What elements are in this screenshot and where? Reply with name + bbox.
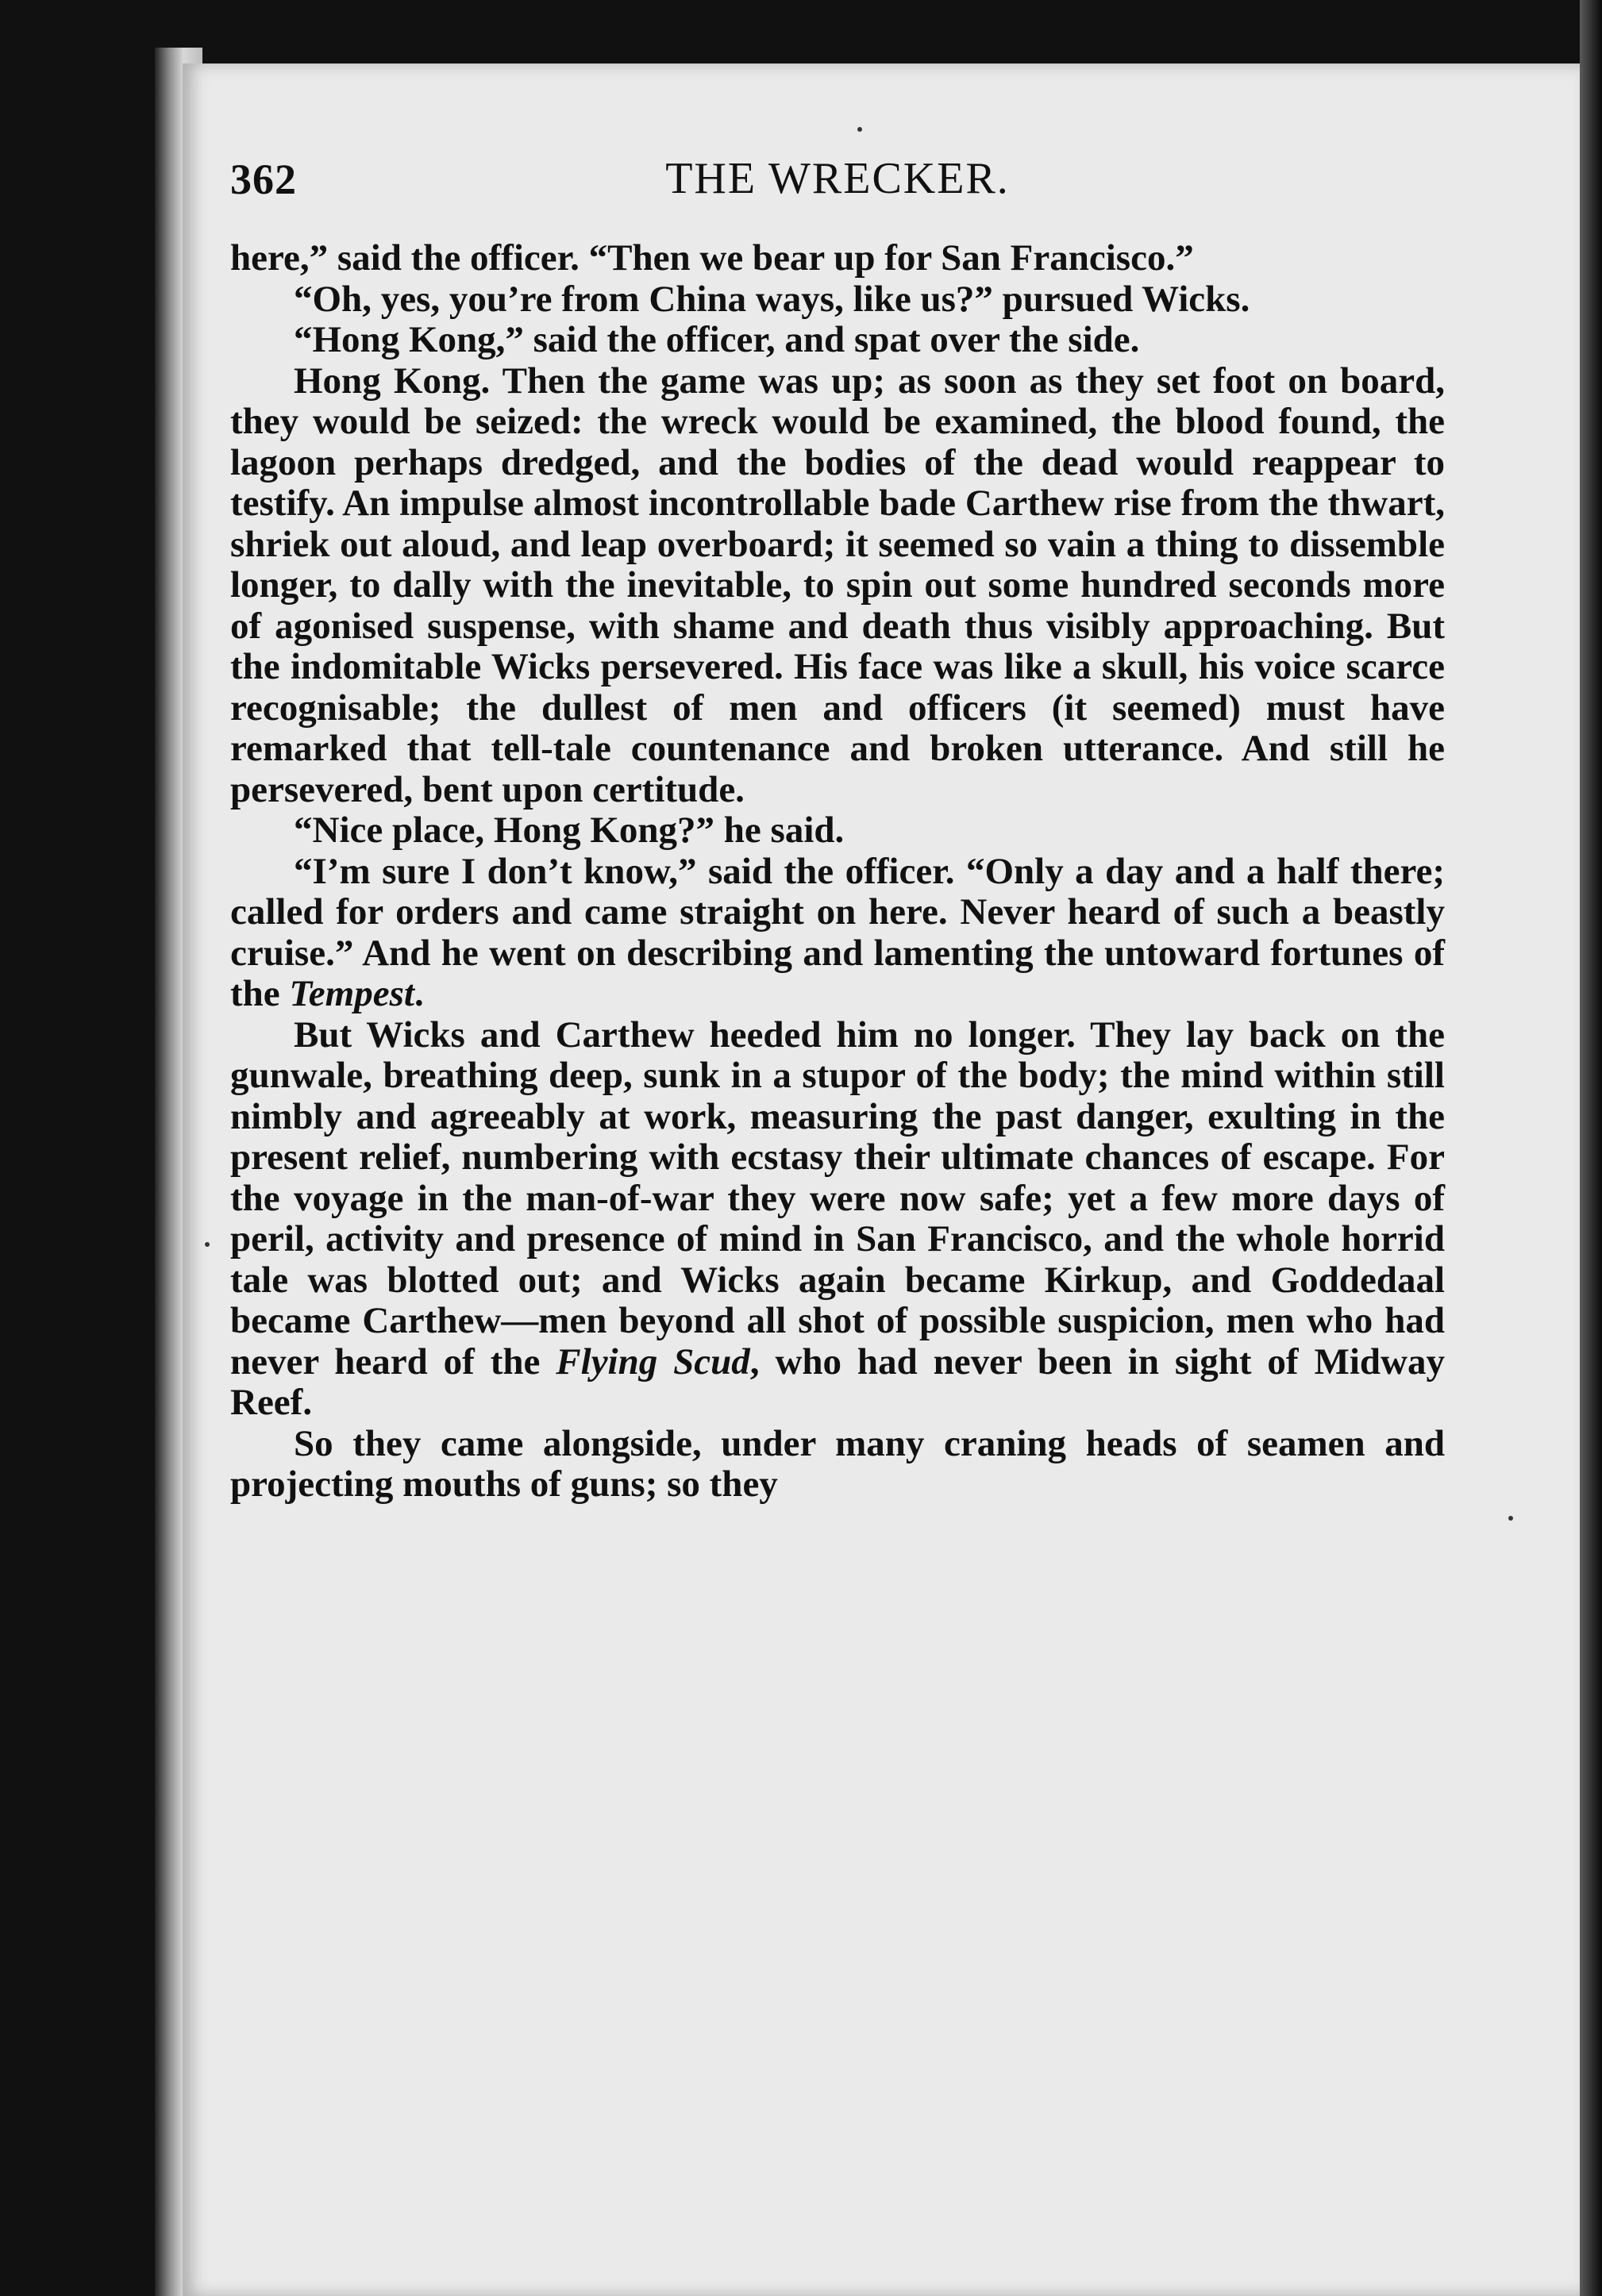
- speck: [205, 1242, 210, 1247]
- paragraph-text: .: [414, 973, 424, 1014]
- paragraph-text: , who had never been in sight of Midway Reef.: [230, 1340, 1445, 1423]
- speck: [1508, 1516, 1513, 1521]
- right-page-edge: [1580, 0, 1602, 2296]
- paragraph: [230, 1015, 1445, 1424]
- page-number: 362: [230, 156, 297, 203]
- page-header: [230, 147, 1445, 218]
- paragraph-text: “I’m sure I don’t know,” said the officer. “Only a day and a half there; called for orders and came straight on here. Never heard of such a beastly cruise.” And he went on describing and lamenting the untoward fortunes of the: [230, 850, 1445, 1014]
- body-text: [230, 238, 1445, 1506]
- paragraph: Hong Kong. Then the game was up; as soon as they set foot on board, they would be seized: the wreck would be examined, the blood found, the lagoon perhaps dredged, and the bodies of the dead would reappear to testify. An impulse almost incontrollable bade Carthew rise from the thwart, shriek out aloud, and leap overboard; it seemed so vain a thing to dissemble longer, to dally with the inevitable, to spin out some hundred seconds more of agonised suspense, with shame and death thus visibly approaching. But the indomitable Wicks persevered. His face was like a skull, his voice scarce recognisable; the dullest of men and officers (it seemed) must have remarked that tell-tale countenance and broken utterance. And still he persevered, bent upon certitude.: [230, 360, 1445, 810]
- ship-name-italic: Tempest: [289, 973, 414, 1014]
- speck: [857, 127, 862, 132]
- paragraph-text: But Wicks and Carthew heeded him no longer. They lay back on the gunwale, breathing deep, sunk in a stupor of the body; the mind within still nimbly and agreeably at work, measuring the past danger, exulting in the present relief, numbering with ecstasy their ultimate chances of escape. For the voyage in the man-of-war they were now safe; yet a few more days of peril, activity and presence of mind in San Francisco, and the whole horrid tale was blotted out; and Wicks again became Kirkup, and Goddedaal became Carthew—men beyond all shot of possible suspicion, men who had never heard of the: [230, 1013, 1445, 1383]
- running-head: THE WRECKER.: [665, 154, 1010, 203]
- paragraph: “Nice place, Hong Kong?” he said.: [294, 810, 845, 851]
- paragraph: “Oh, yes, you’re from China ways, like us?” pursued Wicks.: [294, 278, 1250, 320]
- paragraph: [230, 852, 1445, 1015]
- ship-name-italic: Flying Scud: [556, 1340, 750, 1383]
- paragraph: “Hong Kong,” said the officer, and spat over the side.: [294, 319, 1140, 360]
- paragraph: So they came alongside, under many craning heads of seamen and projecting mouths of guns; so they: [230, 1422, 1445, 1505]
- paragraph: here,” said the officer. “Then we bear up for San Francisco.”: [230, 237, 1194, 279]
